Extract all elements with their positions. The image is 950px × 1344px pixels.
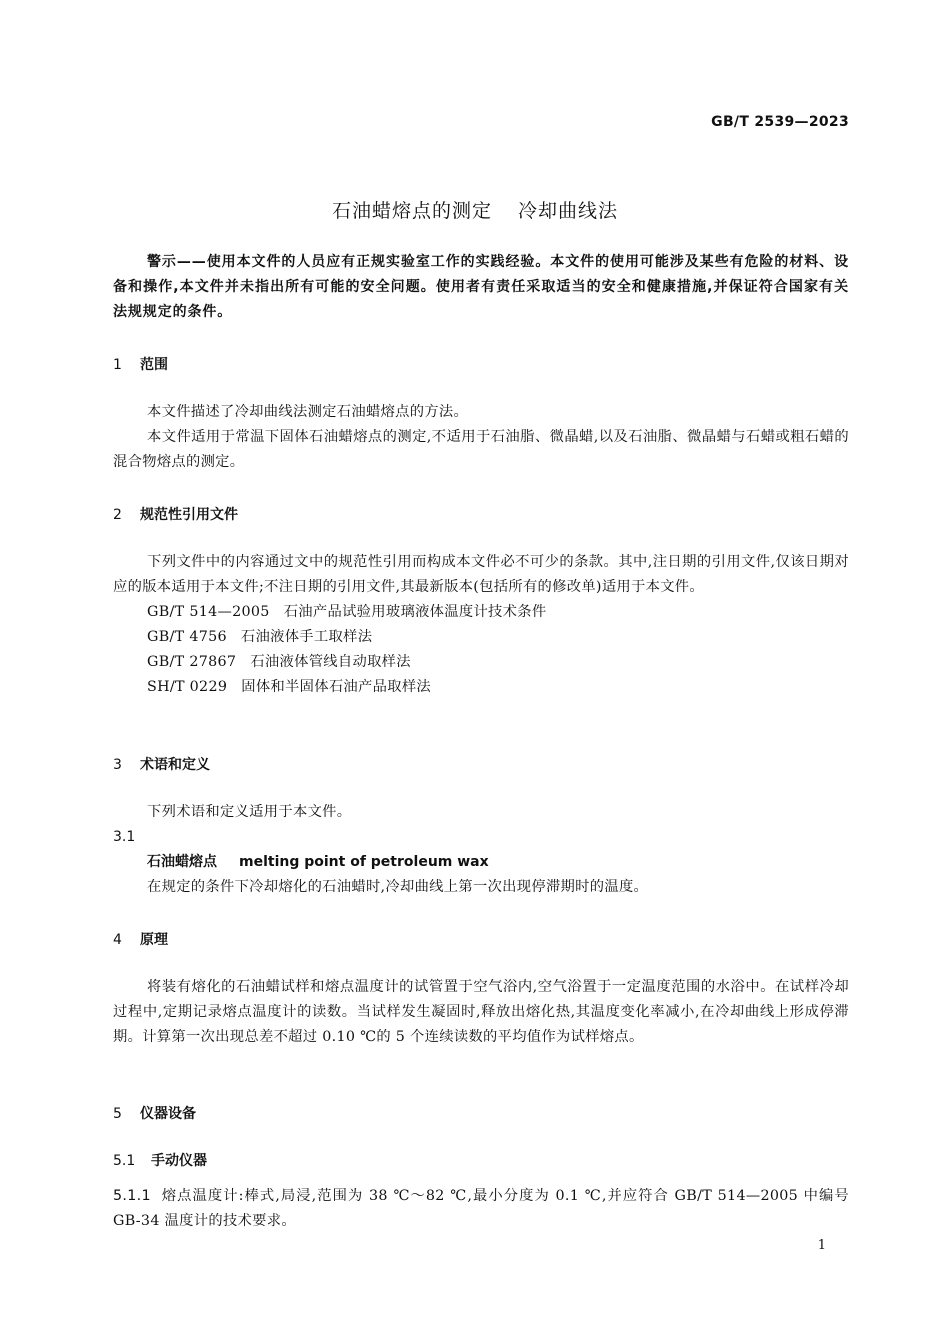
term-definition: 在规定的条件下冷却熔化的石油蜡时,冷却曲线上第一次出现停滞期时的温度。 [147,879,649,895]
paragraph: 本文件描述了冷却曲线法测定石油蜡熔点的方法。 [147,404,469,420]
term-entry [113,850,849,875]
paragraph: 下列文件中的内容通过文中的规范性引用而构成本文件必不可少的条款。其中,注日期的引用文件,仅该日期对应的版本适用于本文件;不注日期的引用文件,其最新版本(包括所有的修改单)适用于本文件。 [113,554,849,595]
paragraph: 将装有熔化的石油蜡试样和熔点温度计的试管置于空气浴内,空气浴置于一定温度范围的水浴中。在试样冷却过程中,定期记录熔点温度计的读数。当试样发生凝固时,释放出熔化热,其温度变化率减小,在冷却曲线上形成停滞期。计算第一次出现总差不超过 0.10 ℃的 5 个连续读数的平均值作为试样熔点。 [113,979,849,1045]
clause-paragraph: 5.1.1 熔点温度计:棒式,局浸,范围为 38 ℃～82 ℃,最小分度为 0.1 ℃,并应符合 GB/T 514—2005 中编号 GB-34 温度计的技术要求。 [113,1188,849,1229]
term-english: melting point of petroleum wax [239,854,489,870]
section-5-1-1-body [113,1184,849,1234]
section-1-body [113,400,849,475]
subsection-5-1-heading: 5.1 手动仪器 [113,1153,207,1169]
document-title [0,196,950,223]
title-main: 石油蜡熔点的测定 [331,200,492,222]
section-3-body [113,800,849,900]
reference-item: GB/T 27867 石油液体管线自动取样法 [147,654,411,670]
page-number: 1 [817,1238,826,1253]
section-3-heading: 3 术语和定义 [113,757,210,773]
clause-number: 3.1 [113,829,136,845]
section-5-heading: 5 仪器设备 [113,1106,196,1122]
section-2-heading: 2 规范性引用文件 [113,507,238,523]
section-4-body [113,975,849,1050]
reference-item: GB/T 514—2005 石油产品试验用玻璃液体温度计技术条件 [147,604,547,620]
section-4-heading: 4 原理 [113,932,168,948]
reference-item: GB/T 4756 石油液体手工取样法 [147,629,373,645]
reference-item: SH/T 0229 固体和半固体石油产品取样法 [147,679,432,695]
term-chinese: 石油蜡熔点 [147,854,217,870]
title-sub: 冷却曲线法 [518,200,619,222]
section-1-heading: 1 范围 [113,357,168,373]
paragraph: 下列术语和定义适用于本文件。 [147,804,352,820]
standard-code: GB/T 2539—2023 [711,114,849,130]
paragraph: 本文件适用于常温下固体石油蜡熔点的测定,不适用于石油脂、微晶蜡,以及石油脂、微晶蜡与石蜡或粗石蜡的混合物熔点的测定。 [113,429,849,470]
warning-text: 警示——使用本文件的人员应有正规实验室工作的实践经验。本文件的使用可能涉及某些有危险的材料、设备和操作,本文件并未指出所有可能的安全问题。使用者有责任采取适当的安全和健康措施,并保证符合国家有关法规规定的条件。 [113,254,849,320]
section-2-body [113,550,849,700]
